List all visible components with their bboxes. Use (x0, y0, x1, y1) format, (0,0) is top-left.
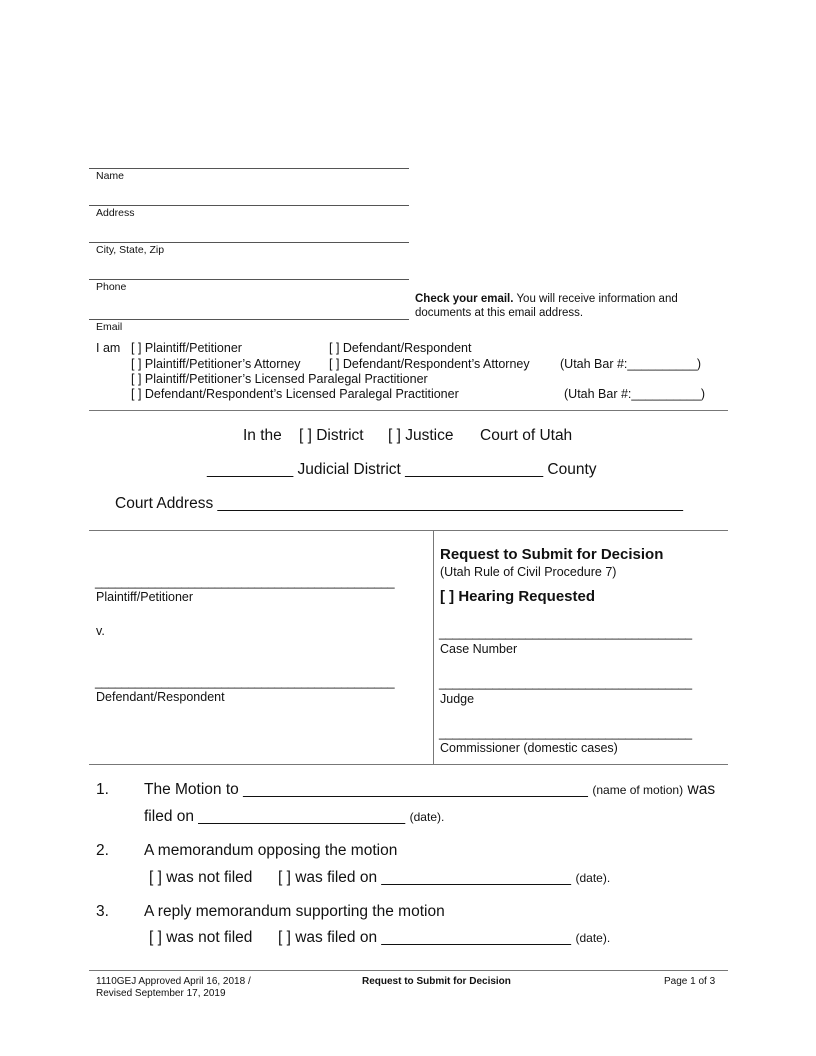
iam-opt-defendant[interactable]: [ ] Defendant/Respondent (329, 341, 472, 355)
iam-opt-defendant-lpp[interactable]: [ ] Defendant/Respondent’s Licensed Paralegal Practitioner (131, 387, 459, 401)
plaintiff-line[interactable]: _____________________________________________ (95, 575, 395, 589)
item-1-note-a: (name of motion) (592, 783, 684, 797)
phone-label: Phone (96, 281, 127, 293)
item-1-line-a (144, 781, 715, 799)
item-2-note: (date). (575, 871, 611, 885)
email-note-line1: You will receive information and (516, 293, 678, 305)
email-note (415, 292, 678, 320)
case-number-line[interactable]: ______________________________________ (439, 626, 692, 640)
court-justice-option[interactable]: [ ] Justice (388, 427, 454, 444)
item-2-opt-filed[interactable]: [ ] was filed on ______________________ (278, 869, 572, 886)
item-1-number: 1. (96, 781, 109, 798)
rule-reference: (Utah Rule of Civil Procedure 7) (440, 565, 617, 579)
defendant-label: Defendant/Respondent (96, 690, 225, 704)
iam-bar-2: (Utah Bar #:__________) (564, 387, 706, 401)
item-2-opt-filed-wrap (278, 869, 610, 887)
item-2-number: 2. (96, 842, 109, 859)
caption-divider (433, 530, 434, 764)
judge-label: Judge (440, 692, 475, 706)
name-label: Name (96, 170, 125, 182)
iam-opt-plaintiff[interactable]: [ ] Plaintiff/Petitioner (131, 341, 242, 355)
footer-page-number: Page 1 of 3 (664, 976, 716, 987)
item-1-text-b[interactable]: filed on ________________________ (144, 808, 406, 825)
item-2-opt-not-filed[interactable]: [ ] was not filed (149, 869, 253, 886)
defendant-line[interactable]: _____________________________________________ (95, 675, 395, 689)
court-in-the: In the (243, 427, 282, 444)
item-1-text-a[interactable]: The Motion to ________________________________________ (144, 781, 588, 798)
item-3-opt-filed-wrap (278, 929, 610, 947)
caption-bottom-divider (89, 764, 728, 765)
court-of-utah: Court of Utah (480, 427, 573, 444)
judge-line[interactable]: ______________________________________ (439, 676, 692, 690)
email-label: Email (96, 321, 123, 333)
court-divider (89, 530, 728, 531)
iam-bar-1: (Utah Bar #:__________) (560, 357, 702, 371)
footer-revised: Revised September 17, 2019 (96, 988, 226, 999)
iam-opt-plaintiff-attorney[interactable]: [ ] Plaintiff/Petitioner’s Attorney (131, 357, 301, 371)
item-3-text: A reply memorandum supporting the motion (144, 903, 445, 920)
commissioner-label: Commissioner (domestic cases) (440, 741, 618, 755)
item-3-number: 3. (96, 903, 109, 920)
court-district-option[interactable]: [ ] District (299, 427, 364, 444)
item-3-opt-filed[interactable]: [ ] was filed on ______________________ (278, 929, 572, 946)
item-1-note-b: (date). (409, 810, 445, 824)
commissioner-line[interactable]: ______________________________________ (439, 726, 692, 740)
footer-form-number: 1110GEJ Approved April 16, 2018 / (96, 976, 251, 987)
name-line (89, 168, 409, 169)
hearing-requested-option[interactable]: [ ] Hearing Requested (440, 588, 596, 605)
court-address-line[interactable]: Court Address ______________________________________________________ (115, 495, 684, 512)
iam-label: I am (96, 341, 121, 355)
document-title: Request to Submit for Decision (440, 546, 664, 563)
email-note-line2: documents at this email address. (415, 307, 584, 319)
phone-line (89, 279, 409, 280)
judicial-district-line[interactable]: __________ Judicial District ________________ County (207, 461, 597, 478)
iam-opt-plaintiff-lpp[interactable]: [ ] Plaintiff/Petitioner’s Licensed Paralegal Practitioner (131, 372, 428, 386)
city-line (89, 242, 409, 243)
email-line (89, 319, 409, 320)
item-3-note: (date). (575, 931, 611, 945)
item-2-text: A memorandum opposing the motion (144, 842, 398, 859)
iam-opt-defendant-attorney[interactable]: [ ] Defendant/Respondent’s Attorney (329, 357, 530, 371)
plaintiff-label: Plaintiff/Petitioner (96, 590, 194, 604)
iam-divider (89, 410, 728, 411)
item-3-opt-not-filed[interactable]: [ ] was not filed (149, 929, 253, 946)
versus-label: v. (96, 624, 105, 638)
address-line (89, 205, 409, 206)
email-note-bold: Check your email. (415, 293, 514, 305)
case-number-label: Case Number (440, 642, 518, 656)
city-label: City, State, Zip (96, 244, 165, 256)
item-1-line-b (144, 808, 444, 826)
footer-title: Request to Submit for Decision (362, 976, 511, 987)
footer-divider (89, 970, 728, 971)
address-label: Address (96, 207, 135, 219)
item-1-was: was (687, 781, 716, 798)
